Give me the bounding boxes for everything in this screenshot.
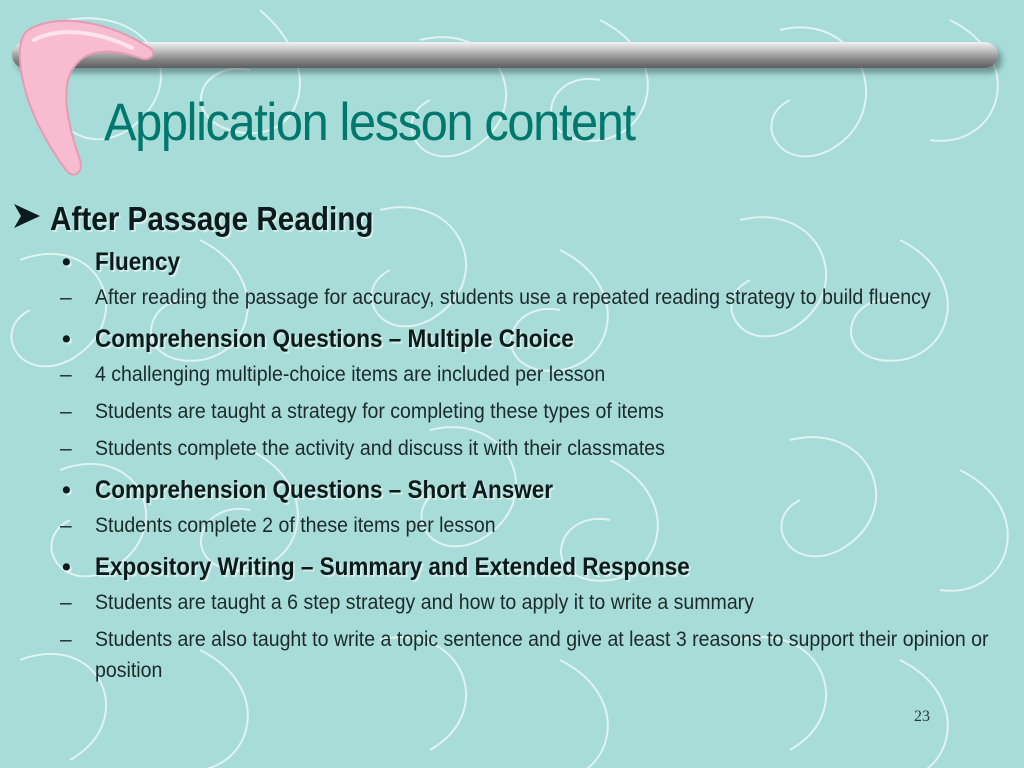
slide-content bbox=[12, 196, 1018, 692]
slide-number: 23 bbox=[914, 708, 930, 725]
arrowhead-bullet-icon bbox=[12, 200, 50, 238]
slide-title: Application lesson content bbox=[104, 93, 635, 152]
list-item: – Students are taught a strategy for completing these types of items bbox=[60, 400, 664, 423]
section-label: • Fluency bbox=[62, 248, 181, 276]
list-item: – 4 challenging multiple-choice items are included per lesson bbox=[60, 363, 606, 386]
section-label: • Comprehension Questions – Multiple Choice bbox=[62, 325, 574, 353]
list-item: – After reading the passage for accuracy, students use a repeated reading strategy to build fluency bbox=[60, 286, 931, 309]
list-item: – Students complete 2 of these items per lesson bbox=[60, 514, 496, 537]
list-item: – Students complete the activity and discuss it with their classmates bbox=[60, 437, 665, 460]
section-label: • Comprehension Questions – Short Answer bbox=[62, 476, 553, 504]
list-item: – Students are also taught to write a topic sentence and give at least 3 reasons to support their opinion or position bbox=[60, 628, 989, 682]
section-heading bbox=[12, 196, 1018, 242]
heading-text: After Passage Reading bbox=[50, 200, 374, 237]
section-label: • Expository Writing – Summary and Extended Response bbox=[62, 553, 690, 581]
list-item: – Students are taught a 6 step strategy and how to apply it to write a summary bbox=[60, 591, 754, 614]
